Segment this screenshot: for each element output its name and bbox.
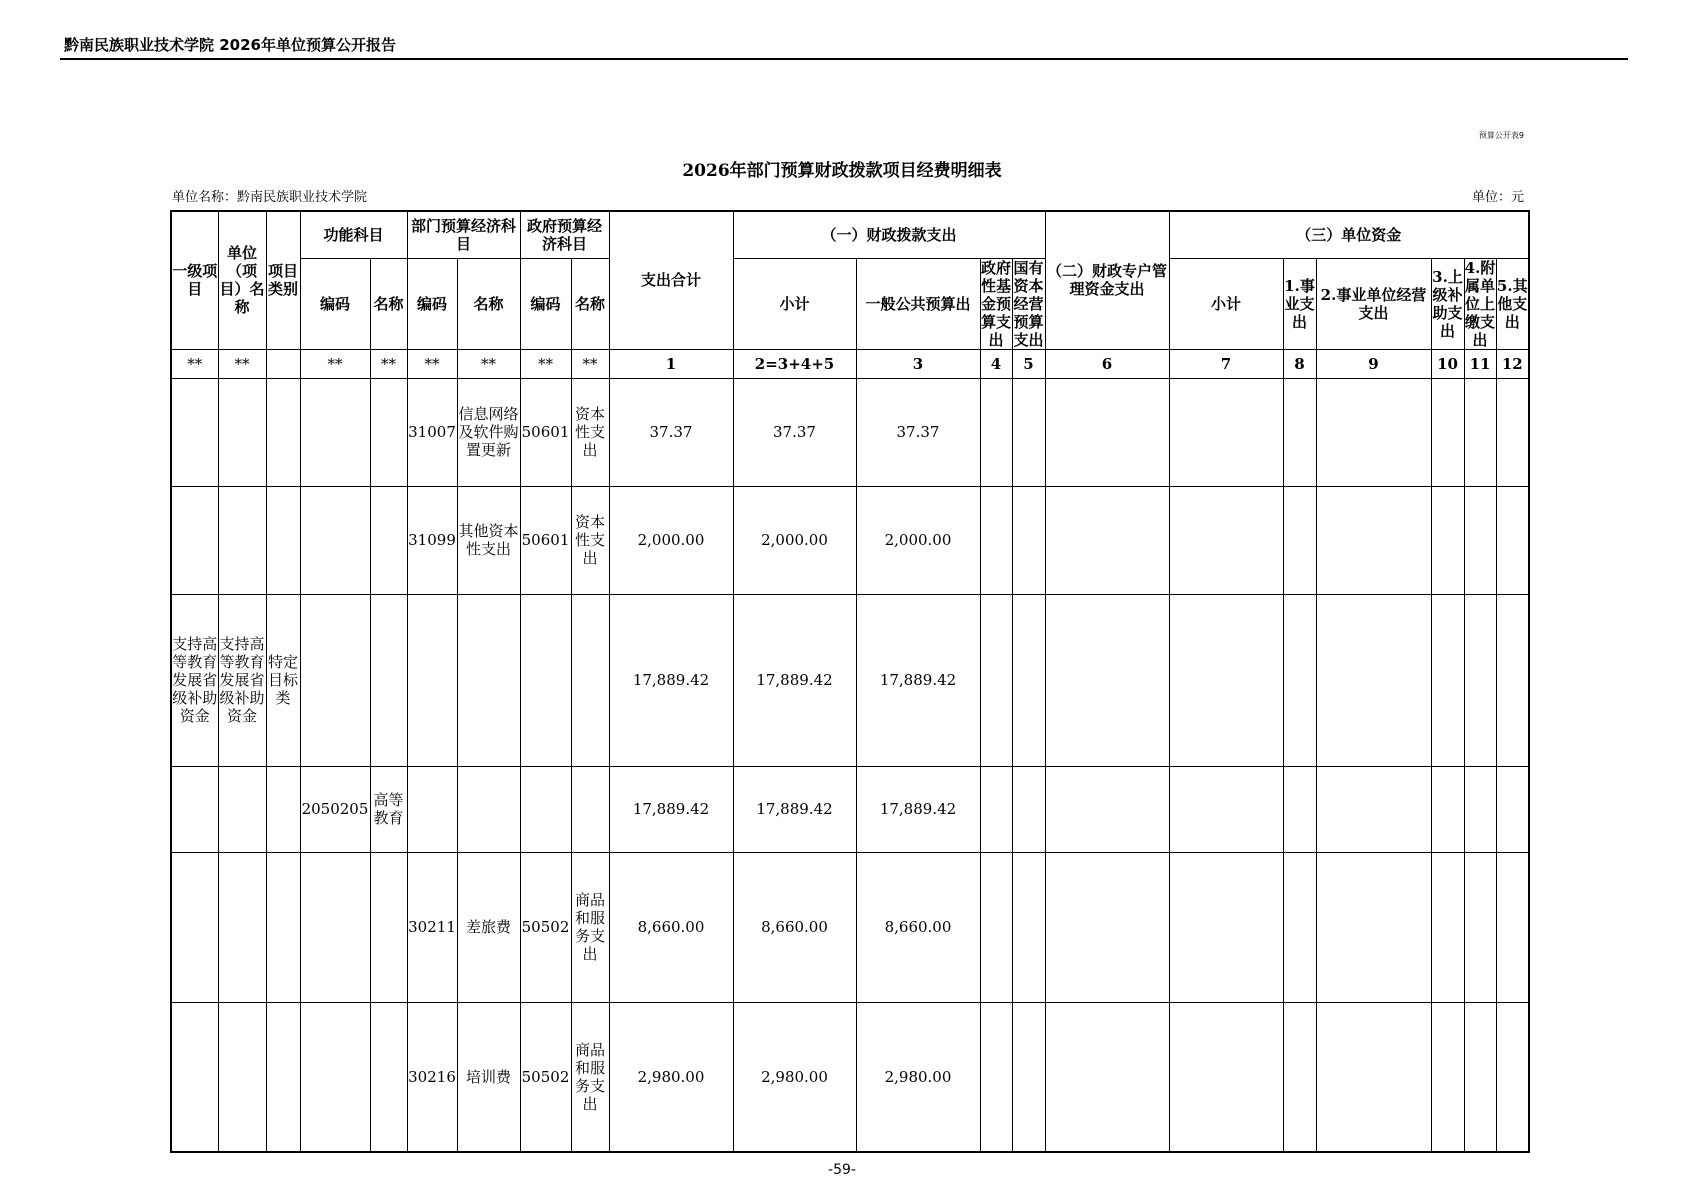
unit-project-cell	[218, 1002, 266, 1152]
index-cell	[266, 349, 300, 378]
general-cell: 8,660.00	[856, 852, 980, 1002]
currency-unit: 单位：元	[1471, 190, 1524, 205]
empty-cell	[1012, 852, 1045, 1002]
index-cell: 4	[980, 349, 1012, 378]
general-cell: 17,889.42	[856, 766, 980, 852]
func-code-cell	[300, 486, 370, 594]
func-code-cell: 2050205	[300, 766, 370, 852]
total-cell: 37.37	[609, 378, 733, 486]
index-cell: **	[407, 349, 457, 378]
col-gov-fund: 政府性基金预算支出	[980, 258, 1011, 349]
dept-name-cell	[457, 766, 520, 852]
empty-cell	[1464, 766, 1496, 852]
total-cell: 8,660.00	[609, 852, 733, 1002]
type-cell	[266, 486, 300, 594]
table-row	[171, 766, 1529, 852]
empty-cell	[1012, 1002, 1045, 1152]
unit-project-cell	[218, 852, 266, 1002]
col-superior-subsidy: 3.上级补助支出	[1431, 258, 1464, 349]
empty-cell	[1012, 486, 1045, 594]
subtotal-cell: 17,889.42	[733, 594, 856, 766]
func-code-cell	[300, 594, 370, 766]
total-cell: 2,000.00	[609, 486, 733, 594]
empty-cell	[1283, 594, 1316, 766]
dept-name-cell: 其他资本性支出	[457, 486, 520, 594]
empty-cell	[1045, 852, 1169, 1002]
gov-name-cell: 资本性支出	[571, 378, 609, 486]
empty-cell	[1431, 378, 1464, 486]
col-total: 支出合计	[609, 211, 733, 349]
col-func-name: 名称	[370, 258, 407, 349]
subtotal-cell: 17,889.42	[733, 766, 856, 852]
index-cell: **	[171, 349, 218, 378]
empty-cell	[1464, 486, 1496, 594]
func-code-cell	[300, 1002, 370, 1152]
col-special-mgmt: （二）财政专户管理资金支出	[1045, 211, 1169, 349]
empty-cell	[1283, 766, 1316, 852]
col-level1: 一级项目	[171, 211, 218, 349]
general-cell: 37.37	[856, 378, 980, 486]
col-dept-name: 名称	[457, 258, 520, 349]
col-gov-name: 名称	[571, 258, 609, 349]
empty-cell	[1316, 486, 1431, 594]
empty-cell	[980, 378, 1012, 486]
table-row	[171, 852, 1529, 1002]
level1-cell	[171, 1002, 218, 1152]
gov-code-cell: 50502	[520, 852, 571, 1002]
index-cell: 11	[1464, 349, 1496, 378]
type-cell	[266, 1002, 300, 1152]
gov-code-cell	[520, 766, 571, 852]
index-cell: 1	[609, 349, 733, 378]
table-title: 2026年部门预算财政拨款项目经费明细表	[682, 161, 1002, 181]
table-row	[171, 1002, 1529, 1152]
empty-cell	[1316, 378, 1431, 486]
empty-cell	[1283, 486, 1316, 594]
gov-name-cell: 商品和服务支出	[571, 1002, 609, 1152]
index-cell: 6	[1045, 349, 1169, 378]
unit-project-cell	[218, 766, 266, 852]
empty-cell	[1431, 766, 1464, 852]
index-cell: **	[571, 349, 609, 378]
empty-cell	[1045, 486, 1169, 594]
empty-cell	[1464, 1002, 1496, 1152]
empty-cell	[1169, 378, 1283, 486]
subtotal-cell: 2,000.00	[733, 486, 856, 594]
table-row	[171, 594, 1529, 766]
col-project-type: 项目类别	[266, 211, 300, 349]
index-cell: **	[457, 349, 520, 378]
dept-name-cell: 信息网络及软件购置更新	[457, 378, 520, 486]
budget-table	[170, 210, 1530, 1153]
empty-cell	[1464, 852, 1496, 1002]
index-cell: 7	[1169, 349, 1283, 378]
dept-code-cell: 30216	[407, 1002, 457, 1152]
document-header: 黔南民族职业技术学院 2026年单位预算公开报告	[64, 36, 396, 54]
empty-cell	[1012, 594, 1045, 766]
empty-cell	[1012, 378, 1045, 486]
dept-code-cell	[407, 766, 457, 852]
empty-cell	[1169, 1002, 1283, 1152]
level1-cell	[171, 378, 218, 486]
empty-cell	[1496, 766, 1529, 852]
empty-cell	[980, 766, 1012, 852]
col-biz-income: 1.事业支出	[1283, 258, 1316, 349]
subtotal-cell: 2,980.00	[733, 1002, 856, 1152]
empty-cell	[1012, 766, 1045, 852]
unit-project-cell: 支持高等教育发展省级补助资金	[218, 594, 266, 766]
empty-cell	[1496, 852, 1529, 1002]
empty-cell	[1496, 1002, 1529, 1152]
dept-name-cell: 差旅费	[457, 852, 520, 1002]
level1-cell	[171, 486, 218, 594]
empty-cell	[1496, 486, 1529, 594]
gov-name-cell	[571, 594, 609, 766]
empty-cell	[1283, 1002, 1316, 1152]
empty-cell	[1316, 594, 1431, 766]
gov-code-cell: 50502	[520, 1002, 571, 1152]
index-cell: 9	[1316, 349, 1431, 378]
total-cell: 17,889.42	[609, 594, 733, 766]
table-row	[171, 486, 1529, 594]
func-code-cell	[300, 852, 370, 1002]
unit-project-cell	[218, 486, 266, 594]
empty-cell	[1283, 852, 1316, 1002]
empty-cell	[1464, 378, 1496, 486]
general-cell: 2,000.00	[856, 486, 980, 594]
unit-project-cell	[218, 378, 266, 486]
level1-cell: 支持高等教育发展省级补助资金	[171, 594, 218, 766]
level1-cell	[171, 766, 218, 852]
level1-cell	[171, 852, 218, 1002]
index-cell: **	[370, 349, 407, 378]
index-cell: 12	[1496, 349, 1529, 378]
gov-code-cell: 50601	[520, 486, 571, 594]
type-cell	[266, 378, 300, 486]
empty-cell	[1431, 486, 1464, 594]
dept-code-cell	[407, 594, 457, 766]
gov-name-cell	[571, 766, 609, 852]
col-subtotal: 小计	[733, 258, 856, 349]
index-cell: 10	[1431, 349, 1464, 378]
table-number: 预算公开表9	[1478, 131, 1524, 140]
page-number: -59-	[828, 1162, 856, 1178]
empty-cell	[1045, 1002, 1169, 1152]
index-cell: **	[218, 349, 266, 378]
col-state-capital: 国有资本经营预算支出	[1013, 258, 1044, 349]
subtotal-cell: 37.37	[733, 378, 856, 486]
func-name-cell	[370, 594, 407, 766]
table-row	[171, 378, 1529, 486]
empty-cell	[1045, 766, 1169, 852]
gov-name-cell: 商品和服务支出	[571, 852, 609, 1002]
col-unit-funds: （三）单位资金	[1169, 211, 1529, 258]
index-cell: 2=3+4+5	[733, 349, 856, 378]
col-gov-econ: 政府预算经济科目	[520, 211, 609, 258]
empty-cell	[1169, 594, 1283, 766]
type-cell	[266, 852, 300, 1002]
empty-cell	[1431, 594, 1464, 766]
col-func-code: 编码	[300, 258, 370, 349]
dept-name-cell	[457, 594, 520, 766]
empty-cell	[1045, 378, 1169, 486]
col-gov-code: 编码	[520, 258, 571, 349]
type-cell	[266, 766, 300, 852]
empty-cell	[1496, 378, 1529, 486]
empty-cell	[1283, 378, 1316, 486]
total-cell: 17,889.42	[609, 766, 733, 852]
empty-cell	[1169, 852, 1283, 1002]
col-affiliated: 4.附属单位上缴支出	[1464, 258, 1496, 349]
empty-cell	[980, 852, 1012, 1002]
col-func-subject: 功能科目	[300, 211, 407, 258]
func-name-cell: 高等教育	[370, 766, 407, 852]
col-unit-project: 单位（项目）名称	[218, 211, 266, 349]
col-biz-operating: 2.事业单位经营支出	[1316, 258, 1431, 349]
gov-code-cell: 50601	[520, 378, 571, 486]
subtotal-cell: 8,660.00	[733, 852, 856, 1002]
empty-cell	[1316, 852, 1431, 1002]
empty-cell	[1169, 486, 1283, 594]
func-name-cell	[370, 852, 407, 1002]
header-divider	[60, 58, 1628, 60]
empty-cell	[980, 486, 1012, 594]
col-unit-subtotal: 小计	[1169, 258, 1283, 349]
empty-cell	[1431, 1002, 1464, 1152]
func-name-cell	[370, 486, 407, 594]
dept-code-cell: 30211	[407, 852, 457, 1002]
func-name-cell	[370, 378, 407, 486]
empty-cell	[980, 1002, 1012, 1152]
empty-cell	[1464, 594, 1496, 766]
empty-cell	[1316, 766, 1431, 852]
general-cell: 17,889.42	[856, 594, 980, 766]
unit-name: 单位名称：黔南民族职业技术学院	[172, 190, 368, 205]
index-cell: 3	[856, 349, 980, 378]
empty-cell	[1169, 766, 1283, 852]
dept-code-cell: 31099	[407, 486, 457, 594]
index-cell: **	[300, 349, 370, 378]
func-name-cell	[370, 1002, 407, 1152]
dept-name-cell: 培训费	[457, 1002, 520, 1152]
index-cell: **	[520, 349, 571, 378]
col-dept-code: 编码	[407, 258, 457, 349]
dept-code-cell: 31007	[407, 378, 457, 486]
col-fiscal-group: （一）财政拨款支出	[733, 211, 1045, 258]
type-cell: 特定目标类	[266, 594, 300, 766]
func-code-cell	[300, 378, 370, 486]
empty-cell	[1496, 594, 1529, 766]
index-cell: 8	[1283, 349, 1316, 378]
gov-name-cell: 资本性支出	[571, 486, 609, 594]
empty-cell	[1431, 852, 1464, 1002]
col-dept-econ: 部门预算经济科目	[407, 211, 520, 258]
gov-code-cell	[520, 594, 571, 766]
empty-cell	[1316, 1002, 1431, 1152]
index-row	[171, 349, 1529, 378]
empty-cell	[1045, 594, 1169, 766]
index-cell: 5	[1012, 349, 1045, 378]
empty-cell	[980, 594, 1012, 766]
col-other: 5.其他支出	[1496, 258, 1529, 349]
total-cell: 2,980.00	[609, 1002, 733, 1152]
col-general-budget: 一般公共预算出	[856, 258, 980, 349]
general-cell: 2,980.00	[856, 1002, 980, 1152]
